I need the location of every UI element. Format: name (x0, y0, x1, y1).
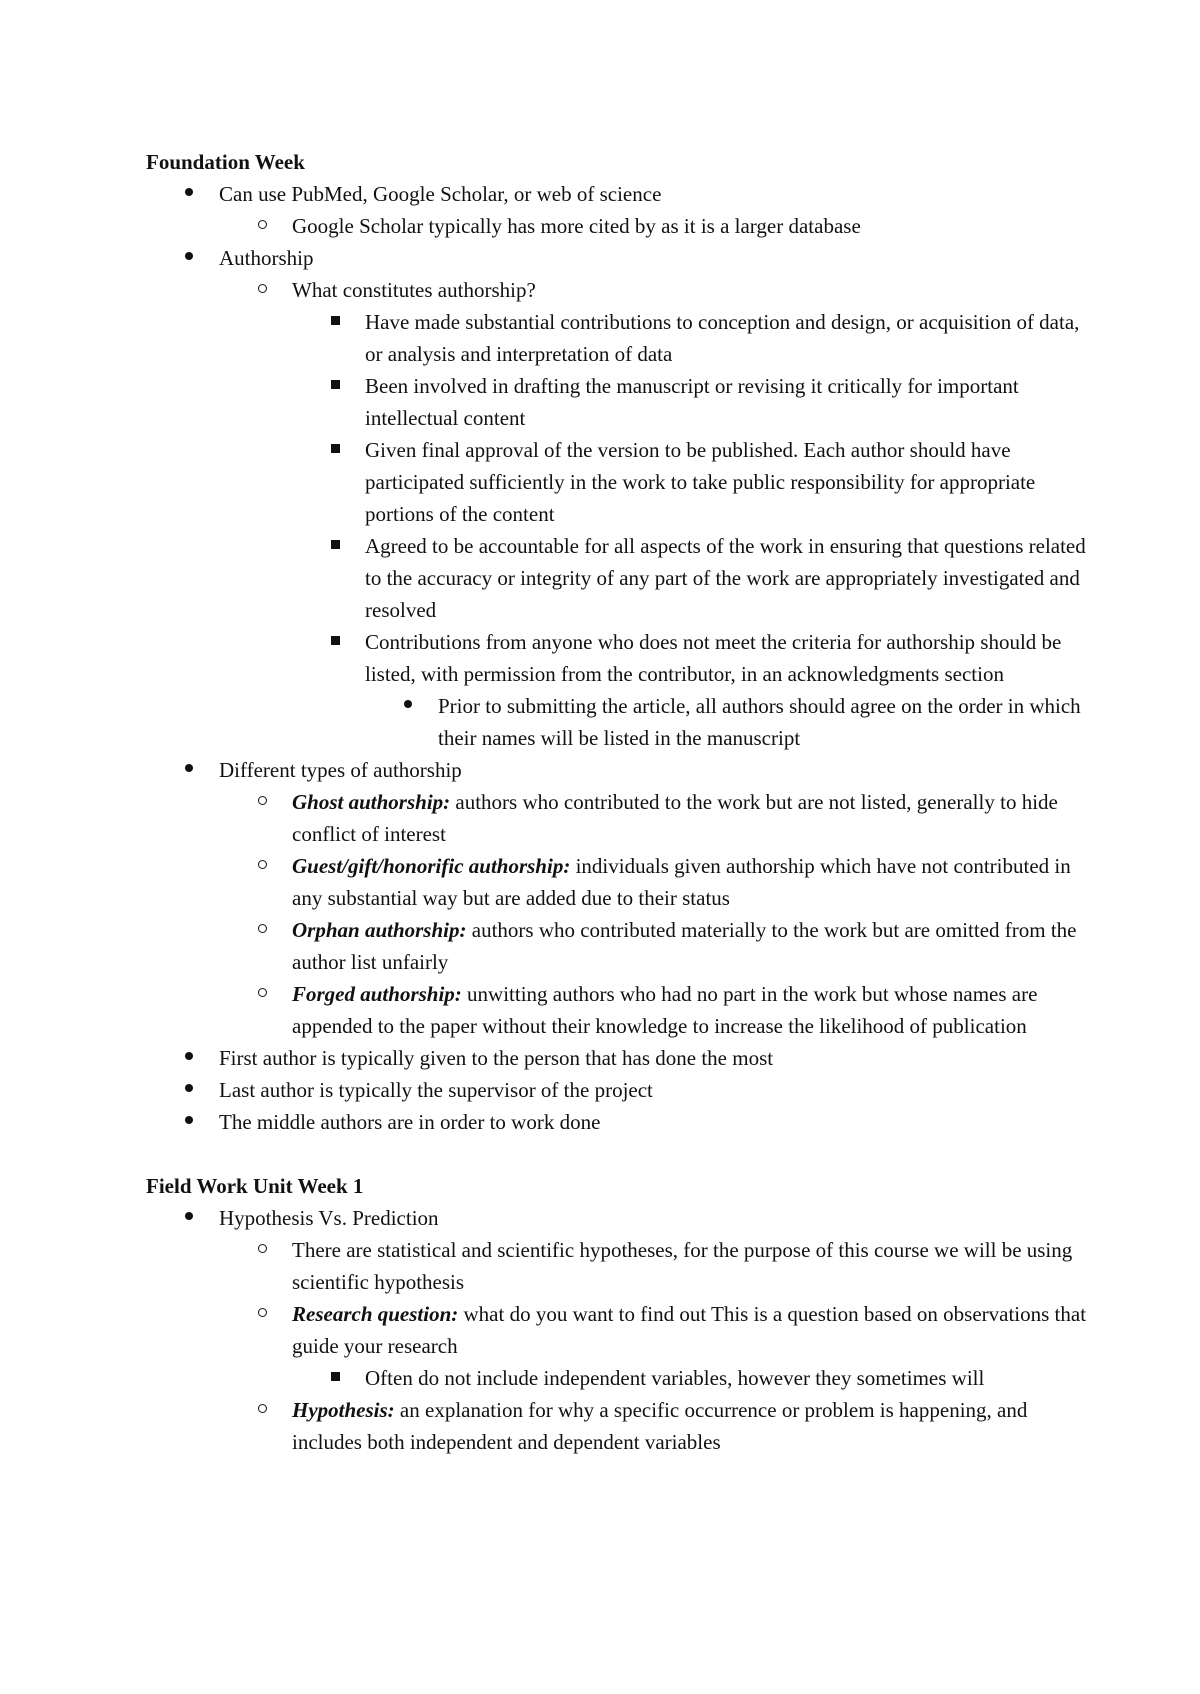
list-item-text: There are statistical and scientific hypotheses, for the purpose of this course we will be using scientific hypothesis (292, 1238, 1073, 1294)
list-item (146, 754, 1100, 786)
list-item-text: Google Scholar typically has more cited by as it is a larger database (292, 214, 861, 238)
hollow-bullet-icon (247, 786, 277, 818)
square-bullet-icon (320, 626, 350, 658)
list-item-text: what do you want to find out This is a question based on observations that guide your research (292, 1302, 1087, 1358)
hollow-bullet-icon (247, 1298, 277, 1330)
list-item (146, 434, 1100, 530)
list-item (146, 1202, 1100, 1234)
bullet-icon (174, 1042, 204, 1074)
list-item-text: Given final approval of the version to be published. Each author should have participated sufficiently in the work to take public responsibility for appropriate portions of the content (365, 438, 1036, 526)
list-item-text: The middle authors are in order to work done (219, 1110, 601, 1134)
hollow-bullet-icon (247, 1394, 277, 1426)
list-item-text: Been involved in drafting the manuscript or revising it critically for important intellectual content (365, 374, 1019, 430)
list-item-text: Last author is typically the supervisor of the project (219, 1078, 653, 1102)
hollow-bullet-icon (247, 914, 277, 946)
list-item (146, 370, 1100, 434)
list-item-text: Have made substantial contributions to conception and design, or acquisition of data, or analysis and interpretation of data (365, 310, 1080, 366)
section-title: Foundation Week (146, 150, 305, 174)
list-item (146, 1362, 1100, 1394)
list-item (146, 1298, 1100, 1362)
list-item-text: First author is typically given to the person that has done the most (219, 1046, 774, 1070)
term-label: Research question: (292, 1302, 459, 1326)
list-item (146, 1394, 1100, 1458)
list-item-text: Different types of authorship (219, 758, 462, 782)
hollow-bullet-icon (247, 1234, 277, 1266)
square-bullet-icon (320, 370, 350, 402)
list-item-text: Contributions from anyone who does not meet the criteria for authorship should be listed, with permission from the contributor, in an acknowledgments section (365, 630, 1062, 686)
list-item (146, 1042, 1100, 1074)
list-item-text: authors who contributed materially to the work but are omitted from the author list unfairly (292, 918, 1077, 974)
list-item (146, 210, 1100, 242)
section (146, 146, 1100, 1138)
hollow-bullet-icon (247, 850, 277, 882)
list-item (146, 1234, 1100, 1298)
bullet-icon (393, 690, 423, 722)
square-bullet-icon (320, 1362, 350, 1394)
list-item-text: Can use PubMed, Google Scholar, or web of science (219, 182, 662, 206)
list-item (146, 1106, 1100, 1138)
term-label: Hypothesis: (292, 1398, 395, 1422)
term-label: Guest/gift/honorific authorship: (292, 854, 571, 878)
bullet-icon (174, 754, 204, 786)
hollow-bullet-icon (247, 274, 277, 306)
list-item (146, 1074, 1100, 1106)
list-item-text: an explanation for why a specific occurrence or problem is happening, and includes both independent and dependent variables (292, 1398, 1028, 1454)
list-item (146, 786, 1100, 850)
term-label: Forged authorship: (292, 982, 462, 1006)
list-item-text: What constitutes authorship? (292, 278, 536, 302)
list-item-text: Agreed to be accountable for all aspects of the work in ensuring that questions related to the accuracy or integrity of any part of the work are appropriately investigated and resolved (365, 534, 1086, 622)
section-title: Field Work Unit Week 1 (146, 1174, 364, 1198)
list-item (146, 850, 1100, 914)
list-item (146, 626, 1100, 690)
section (146, 1170, 1100, 1458)
square-bullet-icon (320, 306, 350, 338)
list-item (146, 178, 1100, 210)
square-bullet-icon (320, 434, 350, 466)
list-item-text: individuals given authorship which have not contributed in any substantial way but are added due to their status (292, 854, 1071, 910)
list-item (146, 306, 1100, 370)
bullet-icon (174, 178, 204, 210)
list-item (146, 242, 1100, 274)
bullet-list (146, 178, 1100, 1138)
list-item (146, 274, 1100, 306)
bullet-icon (174, 1202, 204, 1234)
bullet-list (146, 1202, 1100, 1458)
list-item (146, 914, 1100, 978)
hollow-bullet-icon (247, 210, 277, 242)
term-label: Orphan authorship: (292, 918, 467, 942)
bullet-icon (174, 1106, 204, 1138)
list-item-text: unwitting authors who had no part in the work but whose names are appended to the paper without their knowledge to increase the likelihood of publication (292, 982, 1038, 1038)
bullet-icon (174, 242, 204, 274)
list-item-text: Hypothesis Vs. Prediction (219, 1206, 439, 1230)
bullet-icon (174, 1074, 204, 1106)
list-item (146, 530, 1100, 626)
list-item-text: Prior to submitting the article, all authors should agree on the order in which their names will be listed in the manuscript (438, 694, 1081, 750)
list-item (146, 690, 1100, 754)
list-item-text: authors who contributed to the work but are not listed, generally to hide conflict of interest (292, 790, 1058, 846)
square-bullet-icon (320, 530, 350, 562)
list-item-text: Often do not include independent variables, however they sometimes will (365, 1366, 985, 1390)
list-item (146, 978, 1100, 1042)
term-label: Ghost authorship: (292, 790, 451, 814)
hollow-bullet-icon (247, 978, 277, 1010)
list-item-text: Authorship (219, 246, 314, 270)
